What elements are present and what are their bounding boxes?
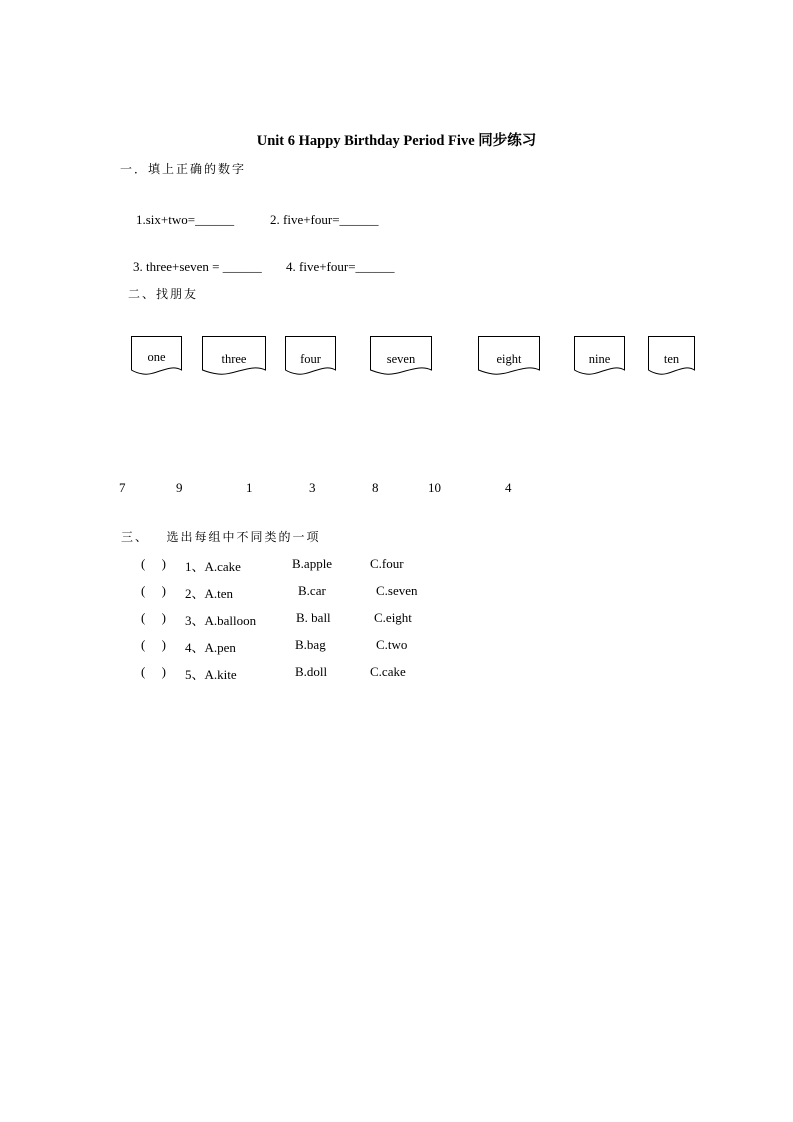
fill-item-2: 2. five+four=______	[270, 212, 379, 227]
number-3: 3	[309, 480, 316, 495]
answer-bracket: ( )	[141, 664, 166, 679]
word-card-seven	[370, 336, 432, 378]
answer-bracket: ( )	[141, 637, 166, 652]
question-4-option-a: 4、A.pen	[185, 640, 236, 655]
fill-item-4: 4. five+four=______	[286, 259, 395, 274]
section-3-heading: 三、 选出每组中不同类的一项	[121, 530, 321, 544]
number-1: 1	[246, 480, 253, 495]
word-card-one	[131, 336, 182, 378]
question-4-option-c: C.two	[376, 637, 408, 652]
word-card-label: eight	[496, 352, 522, 366]
question-2-option-b: B.car	[298, 583, 326, 598]
word-card-label: nine	[588, 352, 611, 366]
fill-item-3: 3. three+seven = ______	[133, 259, 262, 274]
question-5-option-a: 5、A.kite	[185, 667, 237, 682]
question-1-option-c: C.four	[370, 556, 404, 571]
question-3-option-b: B. ball	[296, 610, 331, 625]
answer-bracket: ( )	[141, 556, 166, 571]
question-2-option-a: 2、A.ten	[185, 586, 234, 601]
section-2-heading: 二、找朋友	[128, 287, 199, 301]
word-card-nine	[574, 336, 625, 378]
word-card-three	[202, 336, 266, 378]
answer-bracket: ( )	[141, 583, 166, 598]
question-1-option-a: 1、A.cake	[185, 559, 241, 574]
number-9: 9	[176, 480, 183, 495]
number-4: 4	[505, 480, 512, 495]
word-card-eight	[478, 336, 540, 378]
word-card-label: seven	[386, 352, 416, 366]
word-card-four	[285, 336, 336, 378]
fill-item-1: 1.six+two=______	[136, 212, 235, 227]
word-card-label: ten	[663, 352, 680, 366]
number-10: 10	[428, 480, 441, 495]
question-5-option-b: B.doll	[295, 664, 328, 679]
word-card-ten	[648, 336, 695, 378]
question-3-option-a: 3、A.balloon	[185, 613, 257, 628]
page-title: Unit 6 Happy Birthday Period Five 同步练习	[256, 133, 537, 149]
word-card-label: three	[221, 352, 247, 366]
question-2-option-c: C.seven	[376, 583, 418, 598]
word-card-label: four	[300, 352, 321, 366]
answer-bracket: ( )	[141, 610, 166, 625]
question-3-option-c: C.eight	[374, 610, 412, 625]
question-4-option-b: B.bag	[295, 637, 326, 652]
number-7: 7	[119, 480, 126, 495]
question-5-option-c: C.cake	[370, 664, 406, 679]
question-1-option-b: B.apple	[292, 556, 333, 571]
section-1-heading: 一．填上正确的数字	[120, 162, 247, 176]
word-card-label: one	[147, 350, 166, 364]
number-8: 8	[372, 480, 379, 495]
